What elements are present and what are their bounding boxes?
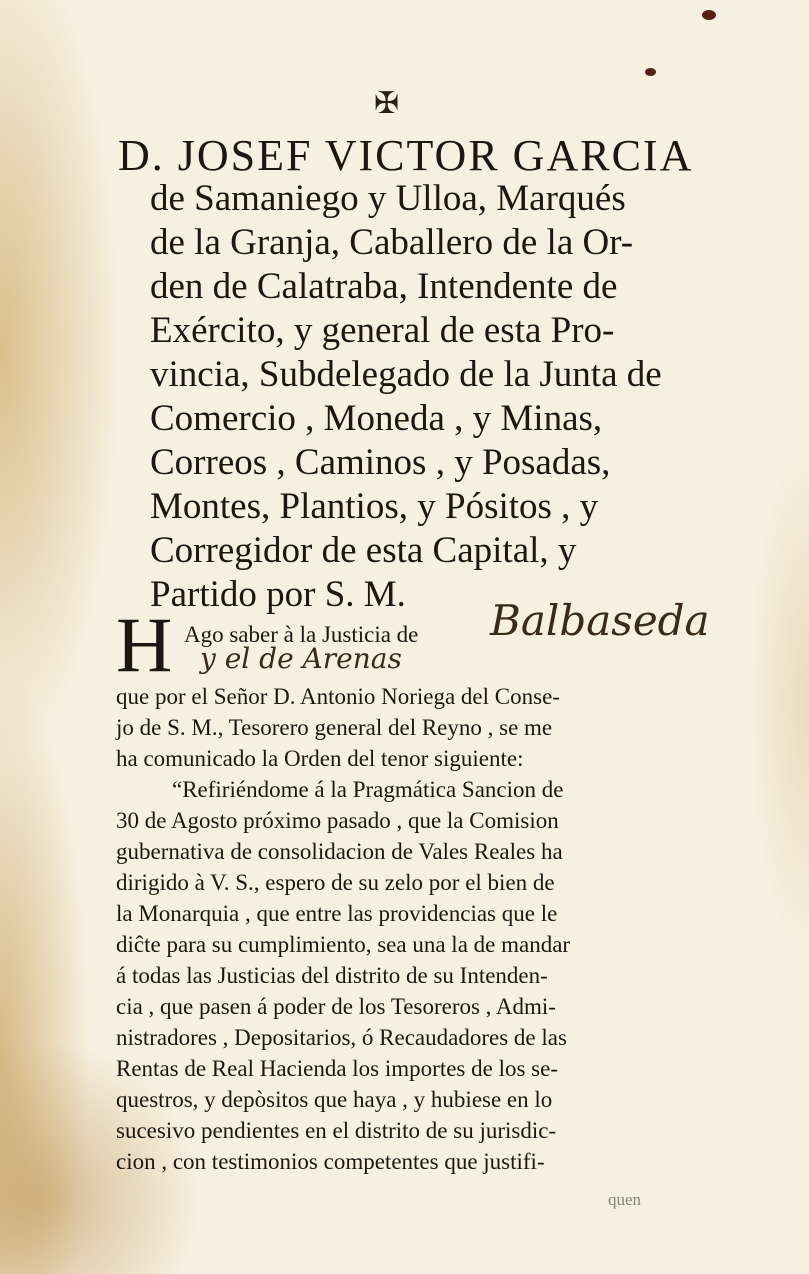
heading-line: Montes, Plantios, y Pósitos , y <box>150 486 599 527</box>
ink-spot <box>645 68 656 76</box>
body-line: gubernativa de consolidacion de Vales Reales ha <box>116 839 563 864</box>
body-line: nistradores , Depositarios, ó Recaudadores de las <box>116 1025 567 1050</box>
document-title: D. JOSEF VICTOR GARCIA <box>118 131 694 180</box>
body-line: dirigido à V. S., espero de su zelo por el bien de <box>116 870 555 895</box>
cross-ornament-icon: ✠ <box>374 87 400 120</box>
body-line: sucesivo pendientes en el distrito de su jurisdic- <box>116 1118 557 1143</box>
heading-line: de la Granja, Caballero de la Or- <box>150 222 634 263</box>
ink-spot <box>702 10 716 20</box>
body-line: diĉte para su cumplimiento, sea una la de mandar <box>116 932 571 957</box>
intro-line: Ago saber à la Justicia de <box>184 622 419 647</box>
drop-cap: H <box>116 601 173 688</box>
body-line: á todas las Justicias del distrito de su Intenden- <box>116 963 548 988</box>
body-line: Rentas de Real Hacienda los importes de los se- <box>116 1056 558 1081</box>
body-line: cion , con testimonios competentes que justifi- <box>116 1149 545 1174</box>
body-line: cia , que pasen á poder de los Tesoreros , Admi- <box>116 994 556 1019</box>
body-line: ha comunicado la Orden del tenor siguiente: <box>116 746 524 771</box>
body-line: que por el Señor D. Antonio Noriega del Conse- <box>116 684 560 709</box>
heading-line: Corregidor de esta Capital, y <box>150 530 577 571</box>
heading-line: vincia, Subdelegado de la Junta de <box>150 354 662 395</box>
heading-line: Comercio , Moneda , y Minas, <box>150 398 603 439</box>
heading-line: Partido por S. M. <box>150 574 406 615</box>
catchword: quen <box>608 1190 642 1209</box>
heading-line: de Samaniego y Ulloa, Marqués <box>150 178 626 219</box>
handwritten-line: y el de Arenas <box>200 642 402 675</box>
heading-line: Exército, y general de esta Pro- <box>150 310 615 351</box>
heading-line: Correos , Caminos , y Posadas, <box>150 442 611 483</box>
body-line: questros, y depòsitos que haya , y hubiese en lo <box>116 1087 553 1112</box>
heading-line: den de Calatraba, Intendente de <box>150 266 618 307</box>
body-line: “Refiriéndome á la Pragmática Sancion de <box>172 777 564 802</box>
body-line: 30 de Agosto próximo pasado , que la Comision <box>116 808 559 833</box>
body-line: la Monarquia , que entre las providencias que le <box>116 901 558 926</box>
body-line: jo de S. M., Tesorero general del Reyno , se me <box>116 715 553 740</box>
handwritten-place-name: Balbaseda <box>490 596 710 645</box>
